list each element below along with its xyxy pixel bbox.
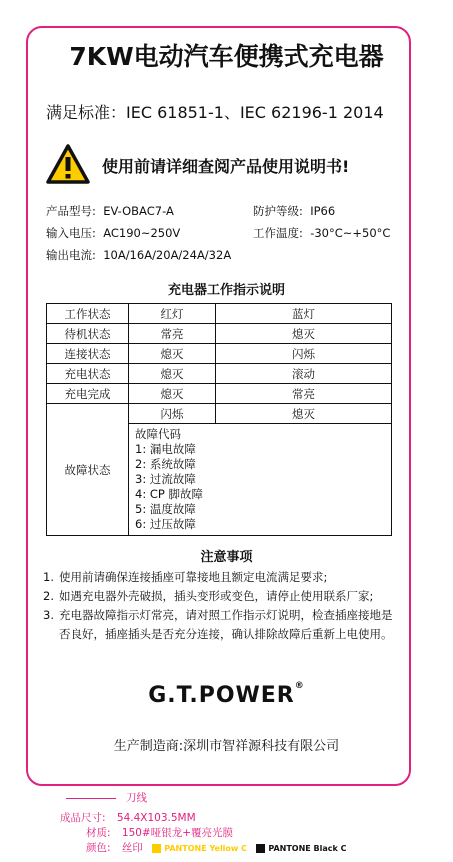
table-cell: 滚动: [216, 364, 392, 384]
table-header: 蓝灯: [216, 304, 392, 324]
note-number: 3.: [43, 608, 54, 622]
table-cell: 待机状态: [47, 324, 129, 344]
material-label: 材质:: [86, 827, 111, 839]
status-table: [46, 303, 392, 536]
brand-logo: [0, 683, 453, 708]
color-value: 丝印: [121, 842, 143, 854]
size-value: 54.4X103.5MM: [116, 812, 196, 824]
size-row: [60, 810, 196, 825]
spec-row: [46, 225, 406, 247]
spec-value: AC190~250V: [103, 226, 181, 240]
fault-state-cell: 故障状态: [47, 404, 129, 536]
notes-title: 注意事项: [200, 550, 253, 565]
table-cell: 熄灭: [129, 384, 216, 404]
fault-code-item: 4: CP 脚故障: [135, 487, 203, 501]
table-cell: 充电完成: [47, 384, 129, 404]
fault-code-title: 故障代码: [135, 427, 181, 441]
table-header-row: [47, 304, 392, 324]
table-cell: 连接状态: [47, 344, 129, 364]
note-text: 使用前请确保连接插座可靠接地且额定电流满足要求;: [59, 570, 328, 584]
spec-item: [46, 225, 180, 241]
note-item: [43, 606, 403, 644]
cut-line-sample: [66, 798, 116, 799]
table-cell: 充电状态: [47, 364, 129, 384]
warning-icon: [46, 144, 90, 184]
note-item: [43, 568, 403, 587]
note-number: 2.: [43, 589, 54, 603]
fault-code-item: 5: 温度故障: [135, 502, 196, 516]
spec-value: -30°C~+50°C: [310, 226, 391, 240]
table-row: [47, 404, 392, 424]
table-cell: 常亮: [216, 384, 392, 404]
fault-code-item: 2: 系统故障: [135, 457, 196, 471]
color-label: 颜色:: [86, 842, 111, 854]
warning-row: [46, 144, 406, 188]
spec-item: [253, 225, 390, 241]
fault-code-item: 6: 过压故障: [135, 517, 196, 531]
fault-code-cell: [129, 424, 392, 536]
table-cell: 熄灭: [216, 324, 392, 344]
table-cell: 熄灭: [129, 344, 216, 364]
spec-item: [253, 203, 335, 219]
notes-list: [43, 568, 403, 644]
table-header: 红灯: [129, 304, 216, 324]
table-title: 充电器工作指示说明: [167, 283, 285, 298]
note-text: 如遇充电器外壳破损，插头变形或变色，请停止使用联系厂家;: [59, 589, 374, 603]
material-value: 150#哑银龙+覆亮光膜: [121, 827, 234, 839]
spec-list: [46, 203, 406, 269]
table-cell: 熄灭: [216, 404, 392, 424]
spec-row: [46, 203, 406, 225]
spec-value: 10A/16A/20A/24A/32A: [103, 248, 232, 262]
size-label: 成品尺寸:: [60, 812, 106, 824]
spec-label: 输出电流:: [46, 248, 96, 262]
spec-label: 防护等级:: [253, 204, 303, 218]
warning-text: 使用前请详细查阅产品使用说明书!: [102, 157, 350, 176]
table-row: [47, 384, 392, 404]
registered-mark: ®: [294, 681, 305, 691]
black-swatch: [256, 844, 265, 853]
color-row: [86, 840, 347, 855]
manufacturer: 生产制造商:深圳市智祥源科技有限公司: [113, 739, 340, 754]
spec-label: 输入电压:: [46, 226, 96, 240]
spec-item: [46, 203, 174, 219]
table-header: 工作状态: [47, 304, 129, 324]
fault-code-item: 3: 过流故障: [135, 472, 196, 486]
spec-item: [46, 247, 231, 263]
table-cell: 常亮: [129, 324, 216, 344]
note-item: [43, 587, 403, 606]
spec-value: EV-OBAC7-A: [103, 204, 174, 218]
fault-code-item: 1: 漏电故障: [135, 442, 196, 456]
table-cell: 闪烁: [129, 404, 216, 424]
note-text: 充电器故障指示灯常亮，请对照工作指示灯说明，检查插座接地是否良好，插座插头是否充分连接，确认排除故障后重新上电使用。: [59, 608, 393, 641]
table-cell: 闪烁: [216, 344, 392, 364]
table-row: [47, 364, 392, 384]
spec-label: 产品型号:: [46, 204, 96, 218]
fault-code-list: [133, 424, 391, 535]
note-number: 1.: [43, 570, 54, 584]
product-title: 7KW电动汽车便携式充电器: [69, 42, 384, 71]
cut-line-label: 刀线: [126, 792, 147, 804]
spec-label: 工作温度:: [253, 226, 303, 240]
standard-line: 满足标准：IEC 61851-1、IEC 62196-1 2014: [46, 103, 384, 122]
table-row: [47, 344, 392, 364]
material-row: [86, 825, 233, 840]
pantone-yellow: PANTONE Yellow C: [164, 844, 247, 853]
brand-logo-text: G.T.POWER: [148, 683, 295, 708]
spec-value: IP66: [310, 204, 336, 218]
yellow-swatch: [152, 844, 161, 853]
spec-row: [46, 247, 406, 269]
table-row: [47, 324, 392, 344]
pantone-black: PANTONE Black C: [268, 844, 347, 853]
table-cell: 熄灭: [129, 364, 216, 384]
